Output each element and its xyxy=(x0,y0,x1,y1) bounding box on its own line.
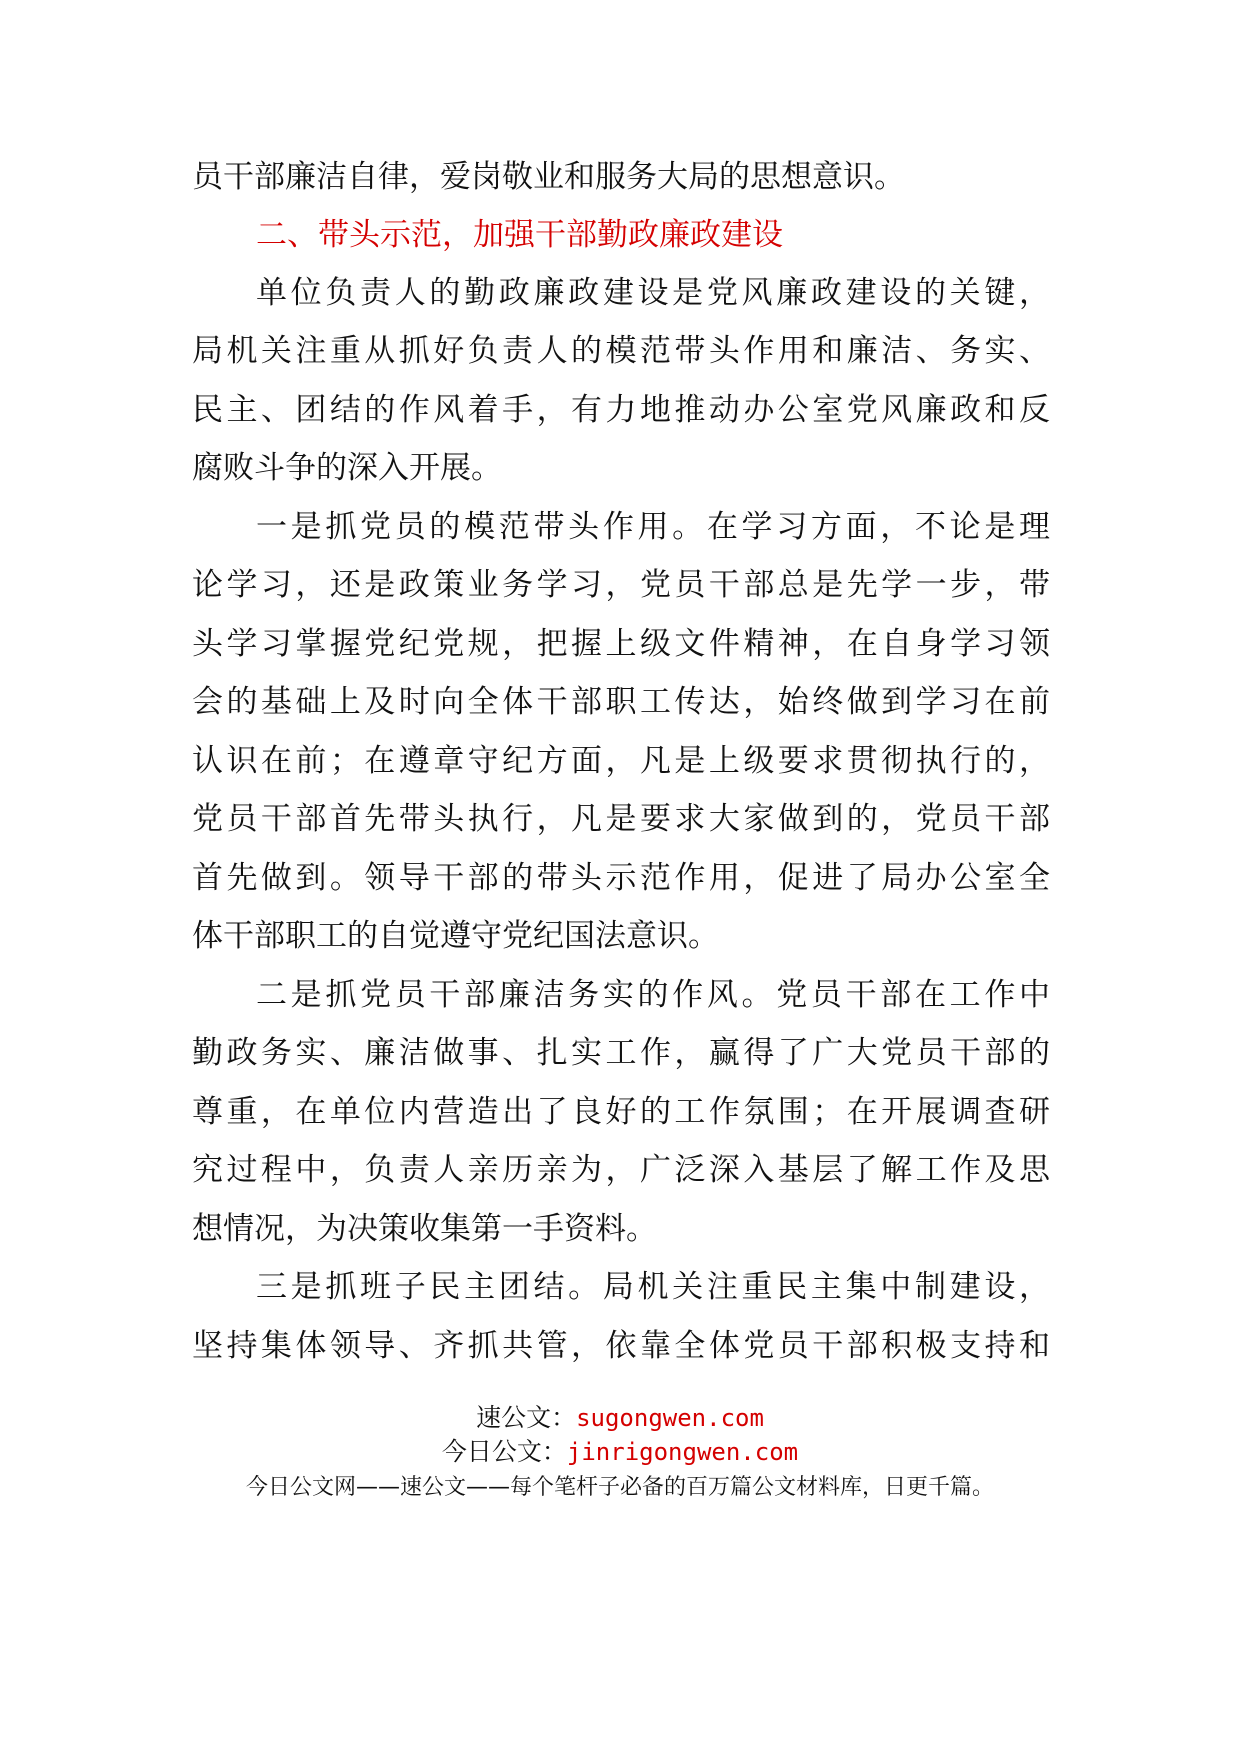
paragraph-2-line-8: 体干部职工的自觉遵守党纪国法意识。 xyxy=(192,918,719,954)
paragraph-1-line-4: 腐败斗争的深入开展。 xyxy=(192,450,502,486)
paragraph-1-line-3: 民主、团结的作风着手，有力地推动办公室党风廉政和反 xyxy=(192,392,1050,428)
footer-line-sugongwen xyxy=(0,1398,1240,1434)
paragraph-2-line-6: 党员干部首先带头执行，凡是要求大家做到的，党员干部 xyxy=(192,801,1050,837)
continuation-line: 员干部廉洁自律，爱岗敬业和服务大局的思想意识。 xyxy=(192,159,905,195)
footer-slogan: 今日公文网——速公文——每个笔杆子必备的百万篇公文材料库，日更千篇。 xyxy=(245,1475,994,1500)
paragraph-2-line-5: 认识在前；在遵章守纪方面，凡是上级要求贯彻执行的， xyxy=(192,743,1050,779)
paragraph-2-line-1: 一是抓党员的模范带头作用。在学习方面，不论是理 xyxy=(256,509,1050,545)
paragraph-3-line-3: 尊重，在单位内营造出了良好的工作氛围；在开展调查研 xyxy=(192,1094,1050,1130)
footer-label-jinrigongwen: 今日公文： xyxy=(441,1437,567,1466)
paragraph-2-line-4: 会的基础上及时向全体干部职工传达，始终做到学习在前 xyxy=(192,684,1050,720)
paragraph-2-line-3: 头学习掌握党纪党规，把握上级文件精神，在自身学习领 xyxy=(192,626,1050,662)
paragraph-4-line-2: 坚持集体领导、齐抓共管，依靠全体党员干部积极支持和 xyxy=(192,1328,1050,1364)
footer-link-jinrigongwen[interactable]: jinrigongwen.com xyxy=(566,1438,799,1466)
paragraph-2-line-7: 首先做到。领导干部的带头示范作用，促进了局办公室全 xyxy=(192,860,1050,896)
paragraph-4-line-1: 三是抓班子民主团结。局机关注重民主集中制建设， xyxy=(256,1269,1050,1305)
paragraph-1-line-1: 单位负责人的勤政廉政建设是党风廉政建设的关键， xyxy=(256,275,1050,311)
paragraph-3-line-5: 想情况，为决策收集第一手资料。 xyxy=(192,1211,657,1247)
section-heading: 二、带头示范，加强干部勤政廉政建设 xyxy=(256,217,783,253)
footer-line-jinrigongwen xyxy=(0,1432,1240,1468)
footer-label-sugongwen: 速公文： xyxy=(476,1403,577,1432)
paragraph-3-line-4: 究过程中，负责人亲历亲为，广泛深入基层了解工作及思 xyxy=(192,1152,1050,1188)
footer-link-sugongwen[interactable]: sugongwen.com xyxy=(576,1404,764,1432)
paragraph-2-line-2: 论学习，还是政策业务学习，党员干部总是先学一步，带 xyxy=(192,567,1050,603)
paragraph-3-line-2: 勤政务实、廉洁做事、扎实工作，赢得了广大党员干部的 xyxy=(192,1035,1050,1071)
paragraph-3-line-1: 二是抓党员干部廉洁务实的作风。党员干部在工作中 xyxy=(256,977,1050,1013)
paragraph-1-line-2: 局机关注重从抓好负责人的模范带头作用和廉洁、务实、 xyxy=(192,333,1050,369)
